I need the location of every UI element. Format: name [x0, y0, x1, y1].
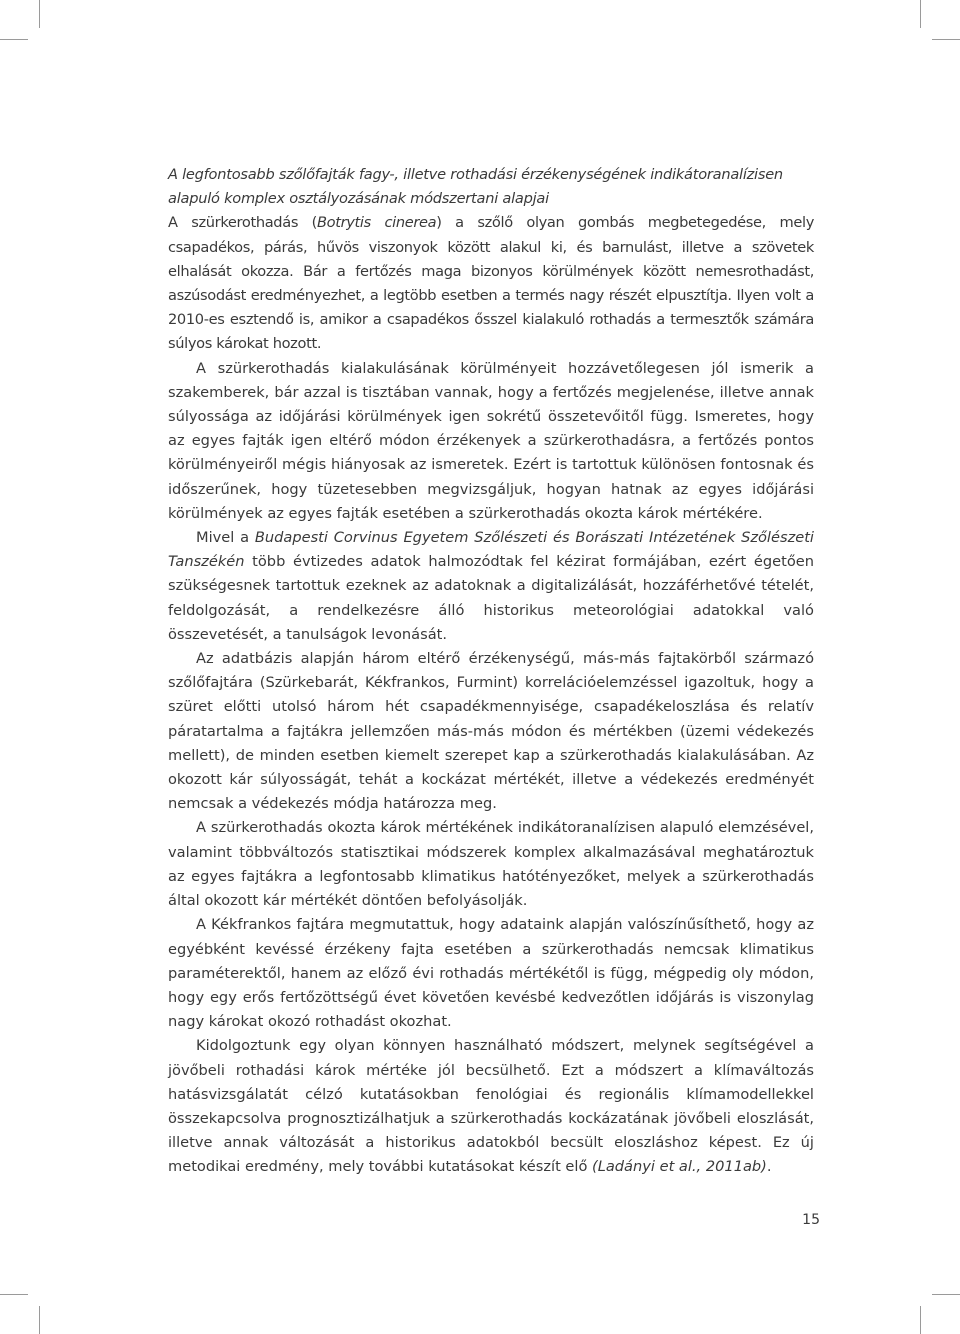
- species-name: Botrytis cinerea: [317, 214, 437, 232]
- citation: (Ladányi et al., 2011ab): [592, 1158, 767, 1176]
- crop-mark-top-right-horizontal: [932, 39, 960, 40]
- paragraph-correlation: Az adatbázis alapján három eltérő érzékenységű, más-más fajtakörből származó szőlőfajtára (Szürkebarát, Kékfrankos, Furmint) korrelációelemzéssel igazoltuk, hogy a szüret előtti utolsó három hét csapadékmennyisége, csapadékeloszlása és relatív páratartalma a fajtákra jellemzően más-más módon és mértékben (üzemi védekezés mellett), de minden esetben kiemelt szerepet kap a szürkerothadás kialakulásában. Az okozott kár súlyosságát, tehát a kockázat mértékét, illetve a védekezés eredményét nemcsak a védekezés módja határozza meg.: [168, 650, 814, 813]
- crop-mark-bottom-right-vertical: [920, 1306, 921, 1334]
- section-heading: A legfontosabb szőlőfajták fagy-, illetve rothadási érzékenységének indikátoranalízisen alapuló komplex osztályozásának módszertani alapjai: [168, 166, 783, 208]
- paragraph-intro-text-b: ) a szőlő olyan gombás megbetegedése, mely csapadékos, párás, hűvös viszonyok között alakul ki, és barnulást, illetve a szövetek elhalását okozza. Bár a fertőzés maga bizonyos körülmények között nemesrothadást, aszúsodást eredményezhet, a legtöbb esetben a termés nagy részét elpusztítja. Ilyen volt a 2010-es esztendő is, amikor a csapadékos ősszel kialakuló rothadás a termesztők számára súlyos károkat hozott.: [168, 214, 814, 353]
- crop-mark-top-left-horizontal: [0, 39, 28, 40]
- page-number: 15: [802, 1212, 820, 1228]
- crop-mark-bottom-left-horizontal: [0, 1294, 28, 1295]
- paragraph-method-text-b: .: [766, 1158, 772, 1176]
- paragraph-database: [168, 526, 814, 647]
- crop-mark-top-left-vertical: [39, 0, 40, 28]
- institution-name: Budapesti Corvinus Egyetem Szőlészeti és Borászati Intézetének Szőlészeti Tanszékén: [168, 529, 814, 571]
- paragraph-database-text-a: Mivel a: [196, 529, 255, 547]
- body-text: [168, 163, 814, 1180]
- crop-mark-top-right-vertical: [920, 0, 921, 28]
- crop-mark-bottom-right-horizontal: [932, 1294, 960, 1295]
- paragraph-method: [168, 1034, 814, 1179]
- paragraph-indicator-analysis: A szürkerothadás okozta károk mértékének indikátoranalízisen alapuló elemzésével, valamint többváltozós statisztikai módszerek komplex alkalmazásával meghatároztuk az egyes fajtákra a legfontosabb klimatikus hatótényezőket, melyek a szürkerothadás által okozott kár mértékét döntően befolyásolják.: [168, 819, 814, 910]
- paragraph-database-text-b: több évtizedes adatok halmozódtak fel kézirat formájában, ezért égetően szükségesnek tartottuk ezeknek az adatoknak a digitalizálását, hozzáférhetővé tételét, feldolgozását, a rendelkezésre álló historikus meteorológiai adatokkal való összevetését, a tanulságok levonását.: [168, 553, 814, 643]
- crop-mark-bottom-left-vertical: [39, 1306, 40, 1334]
- paragraph-circumstances: A szürkerothadás kialakulásának körülményeit hozzávetőlegesen jól ismerik a szakemberek, bár azzal is tisztában vannak, hogy a fertőzés megjelenése, illetve annak súlyossága az időjárási körülmények igen sokrétű összetevőitől függ. Ismeretes, hogy az egyes fajták igen eltérő módon érzékenyek a szürkerothadásra, a fertőzés pontos körülményeiről mégis hiányosak az ismeretek. Ezért is tartottuk különösen fontosnak és időszerűnek, hogy tüzetesebben megvizsgáljuk, hogyan hatnak az egyes időjárási körülmények az egyes fajták esetében a szürkerothadás okozta károk mértékére.: [168, 359, 814, 522]
- paragraph-intro: [168, 211, 814, 356]
- paragraph-intro-text-a: A szürkerothadás (: [168, 214, 317, 232]
- paragraph-kekfrankos: A Kékfrankos fajtára megmutattuk, hogy adataink alapján valószínűsíthető, hogy az egyébként kevéssé érzékeny fajta esetében a szürkerothadás nemcsak klimatikus paraméterektől, hanem az előző évi rothadás mértékétől is függ, mégpedig oly módon, hogy egy erős fertőzöttségű évet követően kevésbé kedvezőtlen időjárás is viszonylag nagy károkat okozó rothadást okozhat.: [168, 916, 814, 1031]
- paragraph-method-text-a: Kidolgoztunk egy olyan könnyen használható módszert, melynek segítségével a jövőbeli rothadási károk mértéke jól becsülhető. Ezt a módszert a klímaváltozás hatásvizsgálatát célzó kutatásokban fenológiai és regionális klímamodellekkel összekapcsolva prognosztizálhatjuk a szürkerothadás kockázatának jövőbeli eloszlását, illetve annak változását a historikus adatokból becsült eloszláshoz képest. Ez új metodikai eredmény, mely további kutatásokat készít elő: [168, 1037, 814, 1176]
